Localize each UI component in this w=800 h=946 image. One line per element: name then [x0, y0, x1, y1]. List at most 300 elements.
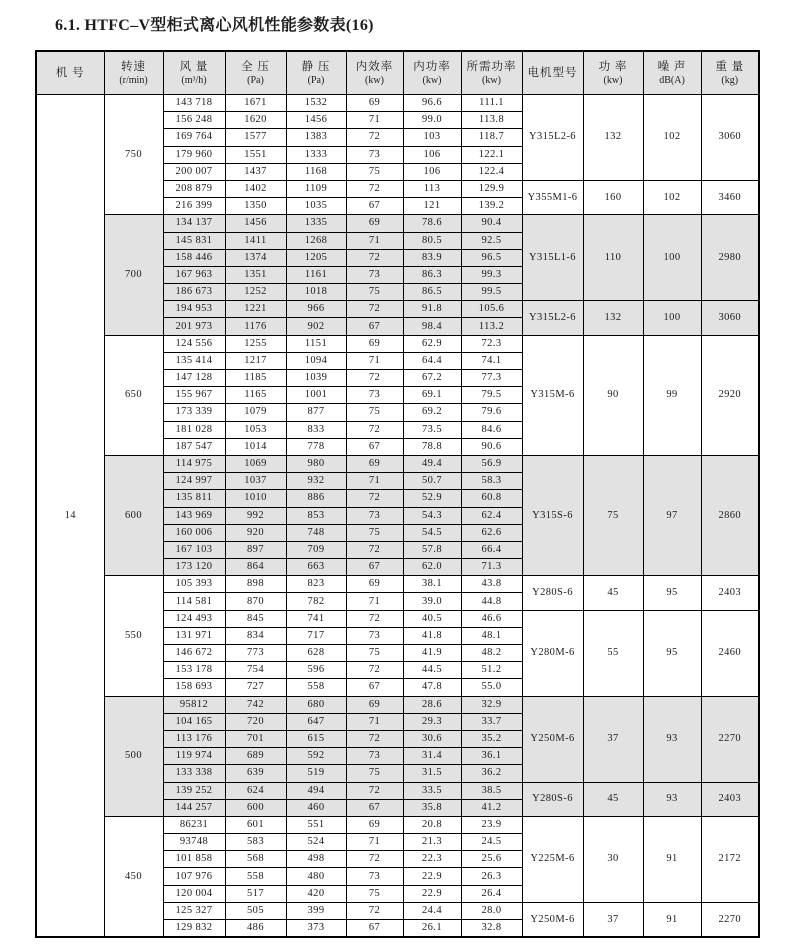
cell-internal-power: 38.1: [403, 576, 461, 593]
cell-airflow: 143 718: [163, 95, 225, 112]
cell-static-pressure: 615: [286, 730, 346, 747]
cell-airflow: 124 493: [163, 610, 225, 627]
cell-internal-efficiency: 75: [346, 404, 403, 421]
cell-total-pressure: 1069: [225, 455, 286, 472]
header-row: [36, 51, 759, 95]
cell-motor-model: Y315L1-6: [522, 215, 583, 301]
column-header-label: 内功率: [413, 60, 451, 73]
cell-airflow: 167 103: [163, 541, 225, 558]
table-row: [36, 335, 759, 352]
cell-airflow: 131 971: [163, 627, 225, 644]
cell-motor-power: 37: [583, 696, 643, 782]
column-header-static-pressure: [286, 51, 346, 95]
cell-total-pressure: 583: [225, 834, 286, 851]
cell-required-power: 26.3: [461, 868, 522, 885]
column-header-unit: (kw): [365, 74, 384, 86]
cell-internal-efficiency: 75: [346, 645, 403, 662]
cell-speed: 600: [104, 455, 163, 575]
cell-required-power: 48.2: [461, 645, 522, 662]
cell-motor-power: 90: [583, 335, 643, 455]
cell-internal-efficiency: 71: [346, 834, 403, 851]
cell-static-pressure: 1456: [286, 112, 346, 129]
cell-static-pressure: 373: [286, 920, 346, 938]
cell-required-power: 122.1: [461, 146, 522, 163]
cell-airflow: 155 967: [163, 387, 225, 404]
cell-total-pressure: 1577: [225, 129, 286, 146]
cell-internal-power: 21.3: [403, 834, 461, 851]
cell-required-power: 122.4: [461, 163, 522, 180]
cell-airflow: 134 137: [163, 215, 225, 232]
page-title: 6.1. HTFC–V型柜式离心风机性能参数表(16): [55, 17, 374, 34]
cell-internal-efficiency: 73: [346, 627, 403, 644]
column-header-label: 机 号: [55, 67, 85, 79]
cell-motor-model: Y315S-6: [522, 455, 583, 575]
column-header-unit: (kw): [603, 74, 623, 86]
cell-motor-weight: 2460: [701, 610, 759, 696]
cell-internal-efficiency: 75: [346, 524, 403, 541]
cell-internal-power: 31.5: [403, 765, 461, 782]
cell-internal-power: 73.5: [403, 421, 461, 438]
cell-internal-power: 96.6: [403, 95, 461, 112]
cell-motor-power: 132: [583, 95, 643, 181]
cell-static-pressure: 558: [286, 679, 346, 696]
cell-internal-efficiency: 69: [346, 455, 403, 472]
table-body: [36, 95, 759, 938]
cell-motor-weight: 2172: [701, 816, 759, 902]
column-header-internal-power: [403, 51, 461, 95]
cell-internal-power: 39.0: [403, 593, 461, 610]
cell-internal-power: 121: [403, 198, 461, 215]
column-header-unit: (kw): [422, 74, 442, 86]
cell-motor-model: Y225M-6: [522, 816, 583, 902]
cell-internal-power: 86.3: [403, 266, 461, 283]
cell-internal-efficiency: 75: [346, 885, 403, 902]
cell-internal-power: 98.4: [403, 318, 461, 335]
column-header-required-power: [461, 51, 522, 95]
cell-static-pressure: 399: [286, 902, 346, 919]
cell-motor-model: Y315L2-6: [522, 95, 583, 181]
cell-internal-power: 103: [403, 129, 461, 146]
cell-static-pressure: 886: [286, 490, 346, 507]
cell-static-pressure: 680: [286, 696, 346, 713]
cell-required-power: 92.5: [461, 232, 522, 249]
cell-internal-efficiency: 71: [346, 713, 403, 730]
column-header-label: 电机型号: [527, 67, 578, 79]
cell-required-power: 118.7: [461, 129, 522, 146]
cell-total-pressure: 568: [225, 851, 286, 868]
cell-required-power: 35.2: [461, 730, 522, 747]
cell-required-power: 72.3: [461, 335, 522, 352]
cell-motor-model: Y280S-6: [522, 782, 583, 816]
cell-airflow: 173 339: [163, 404, 225, 421]
cell-static-pressure: 1035: [286, 198, 346, 215]
cell-airflow: 139 252: [163, 782, 225, 799]
cell-static-pressure: 1151: [286, 335, 346, 352]
cell-internal-efficiency: 72: [346, 249, 403, 266]
column-header-noise: [643, 51, 701, 95]
cell-speed: 550: [104, 576, 163, 696]
cell-required-power: 111.1: [461, 95, 522, 112]
cell-total-pressure: 558: [225, 868, 286, 885]
column-header-total-pressure: [225, 51, 286, 95]
cell-internal-efficiency: 72: [346, 610, 403, 627]
cell-total-pressure: 1456: [225, 215, 286, 232]
cell-required-power: 38.5: [461, 782, 522, 799]
cell-internal-power: 83.9: [403, 249, 461, 266]
cell-total-pressure: 773: [225, 645, 286, 662]
cell-total-pressure: 920: [225, 524, 286, 541]
cell-motor-weight: 2920: [701, 335, 759, 455]
cell-internal-power: 22.9: [403, 868, 461, 885]
cell-speed: 650: [104, 335, 163, 455]
cell-internal-efficiency: 69: [346, 95, 403, 112]
cell-total-pressure: 870: [225, 593, 286, 610]
cell-airflow: 125 327: [163, 902, 225, 919]
cell-static-pressure: 778: [286, 438, 346, 455]
cell-total-pressure: 834: [225, 627, 286, 644]
column-header-label: 内效率: [355, 60, 394, 73]
cell-required-power: 77.3: [461, 370, 522, 387]
cell-static-pressure: 460: [286, 799, 346, 816]
cell-airflow: 107 976: [163, 868, 225, 885]
cell-motor-model: Y250M-6: [522, 696, 583, 782]
column-header-unit: (kw): [482, 74, 501, 86]
cell-internal-power: 64.4: [403, 352, 461, 369]
cell-motor-weight: 2860: [701, 455, 759, 575]
cell-motor-power: 110: [583, 215, 643, 301]
column-header-weight: [701, 51, 759, 95]
cell-static-pressure: 741: [286, 610, 346, 627]
cell-static-pressure: 833: [286, 421, 346, 438]
cell-internal-power: 22.3: [403, 851, 461, 868]
cell-required-power: 25.6: [461, 851, 522, 868]
table-row: [36, 95, 759, 112]
cell-required-power: 28.0: [461, 902, 522, 919]
cell-required-power: 36.2: [461, 765, 522, 782]
cell-total-pressure: 701: [225, 730, 286, 747]
cell-motor-noise: 91: [643, 902, 701, 937]
column-header-unit: (m³/h): [181, 74, 207, 86]
cell-required-power: 90.6: [461, 438, 522, 455]
cell-motor-noise: 95: [643, 576, 701, 610]
cell-internal-efficiency: 71: [346, 112, 403, 129]
cell-airflow: 208 879: [163, 180, 225, 197]
cell-motor-noise: 93: [643, 696, 701, 782]
column-header-internal-efficiency: [346, 51, 403, 95]
cell-static-pressure: 1532: [286, 95, 346, 112]
cell-airflow: 86231: [163, 816, 225, 833]
cell-internal-power: 30.6: [403, 730, 461, 747]
cell-internal-efficiency: 71: [346, 593, 403, 610]
column-header-power: [583, 51, 643, 95]
cell-internal-efficiency: 67: [346, 799, 403, 816]
cell-required-power: 90.4: [461, 215, 522, 232]
cell-static-pressure: 1001: [286, 387, 346, 404]
cell-required-power: 79.6: [461, 404, 522, 421]
cell-total-pressure: 992: [225, 507, 286, 524]
cell-airflow: 144 257: [163, 799, 225, 816]
column-header-speed: [104, 51, 163, 95]
cell-internal-efficiency: 72: [346, 902, 403, 919]
cell-airflow: 105 393: [163, 576, 225, 593]
cell-motor-power: 55: [583, 610, 643, 696]
cell-internal-power: 113: [403, 180, 461, 197]
cell-static-pressure: 1333: [286, 146, 346, 163]
table-row: [36, 816, 759, 833]
column-header-label: 转速: [121, 60, 146, 73]
cell-speed: 450: [104, 816, 163, 937]
cell-total-pressure: 689: [225, 748, 286, 765]
cell-motor-noise: 91: [643, 816, 701, 902]
cell-static-pressure: 551: [286, 816, 346, 833]
cell-airflow: 187 547: [163, 438, 225, 455]
cell-airflow: 194 953: [163, 301, 225, 318]
column-header-machine-no: [36, 51, 104, 95]
cell-airflow: 135 414: [163, 352, 225, 369]
cell-internal-power: 29.3: [403, 713, 461, 730]
cell-static-pressure: 709: [286, 541, 346, 558]
cell-required-power: 62.4: [461, 507, 522, 524]
cell-motor-weight: 3460: [701, 180, 759, 214]
cell-required-power: 33.7: [461, 713, 522, 730]
table-header: [36, 51, 759, 95]
table-row: [36, 696, 759, 713]
cell-total-pressure: 1255: [225, 335, 286, 352]
cell-motor-model: Y280M-6: [522, 610, 583, 696]
cell-static-pressure: 1161: [286, 266, 346, 283]
cell-total-pressure: 1221: [225, 301, 286, 318]
cell-static-pressure: 748: [286, 524, 346, 541]
cell-internal-power: 67.2: [403, 370, 461, 387]
cell-total-pressure: 1053: [225, 421, 286, 438]
cell-motor-noise: 95: [643, 610, 701, 696]
cell-required-power: 24.5: [461, 834, 522, 851]
cell-internal-efficiency: 73: [346, 146, 403, 163]
cell-internal-efficiency: 67: [346, 559, 403, 576]
cell-motor-power: 75: [583, 455, 643, 575]
cell-motor-power: 30: [583, 816, 643, 902]
cell-airflow: 104 165: [163, 713, 225, 730]
cell-total-pressure: 898: [225, 576, 286, 593]
cell-internal-power: 35.8: [403, 799, 461, 816]
cell-internal-efficiency: 67: [346, 679, 403, 696]
cell-internal-efficiency: 73: [346, 868, 403, 885]
cell-internal-efficiency: 72: [346, 370, 403, 387]
column-header-label: 全 压: [241, 60, 270, 73]
cell-internal-efficiency: 69: [346, 215, 403, 232]
cell-motor-noise: 102: [643, 180, 701, 214]
column-header-label: 重 量: [715, 60, 745, 73]
cell-required-power: 55.0: [461, 679, 522, 696]
cell-static-pressure: 1094: [286, 352, 346, 369]
cell-motor-noise: 93: [643, 782, 701, 816]
cell-internal-efficiency: 72: [346, 421, 403, 438]
cell-total-pressure: 505: [225, 902, 286, 919]
cell-static-pressure: 1383: [286, 129, 346, 146]
cell-internal-power: 41.9: [403, 645, 461, 662]
cell-internal-efficiency: 72: [346, 662, 403, 679]
cell-motor-weight: 2403: [701, 782, 759, 816]
cell-required-power: 74.1: [461, 352, 522, 369]
cell-total-pressure: 1402: [225, 180, 286, 197]
cell-required-power: 129.9: [461, 180, 522, 197]
cell-static-pressure: 498: [286, 851, 346, 868]
cell-required-power: 84.6: [461, 421, 522, 438]
cell-internal-power: 106: [403, 163, 461, 180]
cell-internal-power: 49.4: [403, 455, 461, 472]
column-header-label: 风 量: [179, 60, 209, 73]
cell-airflow: 143 969: [163, 507, 225, 524]
cell-static-pressure: 1039: [286, 370, 346, 387]
cell-required-power: 113.2: [461, 318, 522, 335]
column-header-unit: (Pa): [247, 74, 264, 86]
cell-required-power: 99.5: [461, 284, 522, 301]
cell-internal-efficiency: 72: [346, 301, 403, 318]
cell-internal-efficiency: 71: [346, 232, 403, 249]
cell-internal-power: 31.4: [403, 748, 461, 765]
cell-internal-power: 26.1: [403, 920, 461, 938]
cell-required-power: 62.6: [461, 524, 522, 541]
cell-required-power: 139.2: [461, 198, 522, 215]
cell-airflow: 135 811: [163, 490, 225, 507]
cell-airflow: 158 693: [163, 679, 225, 696]
cell-airflow: 114 975: [163, 455, 225, 472]
cell-motor-model: Y315M-6: [522, 335, 583, 455]
cell-airflow: 156 248: [163, 112, 225, 129]
cell-airflow: 113 176: [163, 730, 225, 747]
cell-internal-power: 33.5: [403, 782, 461, 799]
cell-internal-efficiency: 73: [346, 507, 403, 524]
cell-airflow: 119 974: [163, 748, 225, 765]
cell-internal-efficiency: 75: [346, 765, 403, 782]
column-header-label: 静 压: [301, 60, 331, 73]
cell-internal-power: 44.5: [403, 662, 461, 679]
cell-internal-power: 22.9: [403, 885, 461, 902]
cell-required-power: 32.9: [461, 696, 522, 713]
cell-static-pressure: 1018: [286, 284, 346, 301]
cell-static-pressure: 480: [286, 868, 346, 885]
cell-internal-power: 62.0: [403, 559, 461, 576]
cell-required-power: 99.3: [461, 266, 522, 283]
cell-total-pressure: 727: [225, 679, 286, 696]
cell-total-pressure: 720: [225, 713, 286, 730]
fan-performance-table: [35, 50, 760, 938]
cell-static-pressure: 1205: [286, 249, 346, 266]
cell-total-pressure: 1217: [225, 352, 286, 369]
cell-static-pressure: 902: [286, 318, 346, 335]
cell-internal-power: 57.8: [403, 541, 461, 558]
cell-total-pressure: 1351: [225, 266, 286, 283]
cell-static-pressure: 663: [286, 559, 346, 576]
cell-internal-efficiency: 69: [346, 576, 403, 593]
cell-required-power: 105.6: [461, 301, 522, 318]
cell-airflow: 158 446: [163, 249, 225, 266]
cell-motor-weight: 3060: [701, 301, 759, 335]
cell-static-pressure: 877: [286, 404, 346, 421]
cell-motor-model: Y250M-6: [522, 902, 583, 937]
cell-motor-noise: 100: [643, 301, 701, 335]
cell-required-power: 48.1: [461, 627, 522, 644]
cell-required-power: 41.2: [461, 799, 522, 816]
cell-static-pressure: 1335: [286, 215, 346, 232]
cell-total-pressure: 486: [225, 920, 286, 938]
cell-total-pressure: 1350: [225, 198, 286, 215]
cell-static-pressure: 647: [286, 713, 346, 730]
cell-required-power: 66.4: [461, 541, 522, 558]
cell-motor-power: 45: [583, 576, 643, 610]
cell-motor-noise: 100: [643, 215, 701, 301]
cell-airflow: 169 764: [163, 129, 225, 146]
cell-total-pressure: 1010: [225, 490, 286, 507]
column-header-unit: (kg): [721, 74, 739, 86]
cell-total-pressure: 1014: [225, 438, 286, 455]
cell-motor-noise: 99: [643, 335, 701, 455]
cell-total-pressure: 1620: [225, 112, 286, 129]
cell-internal-efficiency: 72: [346, 490, 403, 507]
cell-airflow: 147 128: [163, 370, 225, 387]
cell-required-power: 56.9: [461, 455, 522, 472]
cell-internal-efficiency: 73: [346, 387, 403, 404]
cell-static-pressure: 1268: [286, 232, 346, 249]
cell-internal-efficiency: 72: [346, 851, 403, 868]
cell-internal-power: 40.5: [403, 610, 461, 627]
cell-internal-power: 69.2: [403, 404, 461, 421]
column-header-label: 噪 声: [657, 60, 687, 73]
cell-airflow: 145 831: [163, 232, 225, 249]
cell-internal-efficiency: 73: [346, 748, 403, 765]
cell-internal-efficiency: 67: [346, 318, 403, 335]
cell-airflow: 173 120: [163, 559, 225, 576]
cell-internal-efficiency: 67: [346, 920, 403, 938]
cell-static-pressure: 823: [286, 576, 346, 593]
cell-airflow: 181 028: [163, 421, 225, 438]
cell-required-power: 43.8: [461, 576, 522, 593]
column-header-label: 功 率: [598, 60, 628, 73]
cell-internal-efficiency: 67: [346, 438, 403, 455]
cell-total-pressure: 1185: [225, 370, 286, 387]
cell-machine-no: 14: [36, 95, 104, 938]
column-header-unit: (r/min): [119, 74, 148, 86]
cell-motor-noise: 97: [643, 455, 701, 575]
cell-airflow: 124 997: [163, 473, 225, 490]
cell-motor-power: 37: [583, 902, 643, 937]
cell-static-pressure: 932: [286, 473, 346, 490]
cell-motor-model: Y355M1-6: [522, 180, 583, 214]
cell-motor-weight: 2270: [701, 696, 759, 782]
cell-total-pressure: 897: [225, 541, 286, 558]
cell-total-pressure: 1411: [225, 232, 286, 249]
cell-internal-efficiency: 72: [346, 180, 403, 197]
cell-internal-power: 99.0: [403, 112, 461, 129]
cell-internal-power: 86.5: [403, 284, 461, 301]
cell-internal-efficiency: 69: [346, 816, 403, 833]
cell-airflow: 153 178: [163, 662, 225, 679]
cell-motor-power: 132: [583, 301, 643, 335]
cell-airflow: 129 832: [163, 920, 225, 938]
cell-static-pressure: 853: [286, 507, 346, 524]
cell-internal-efficiency: 75: [346, 284, 403, 301]
cell-motor-power: 160: [583, 180, 643, 214]
cell-static-pressure: 519: [286, 765, 346, 782]
cell-static-pressure: 596: [286, 662, 346, 679]
cell-motor-weight: 2270: [701, 902, 759, 937]
cell-airflow: 186 673: [163, 284, 225, 301]
cell-internal-power: 62.9: [403, 335, 461, 352]
cell-internal-power: 54.3: [403, 507, 461, 524]
cell-internal-power: 20.8: [403, 816, 461, 833]
cell-static-pressure: 1109: [286, 180, 346, 197]
cell-internal-efficiency: 72: [346, 782, 403, 799]
